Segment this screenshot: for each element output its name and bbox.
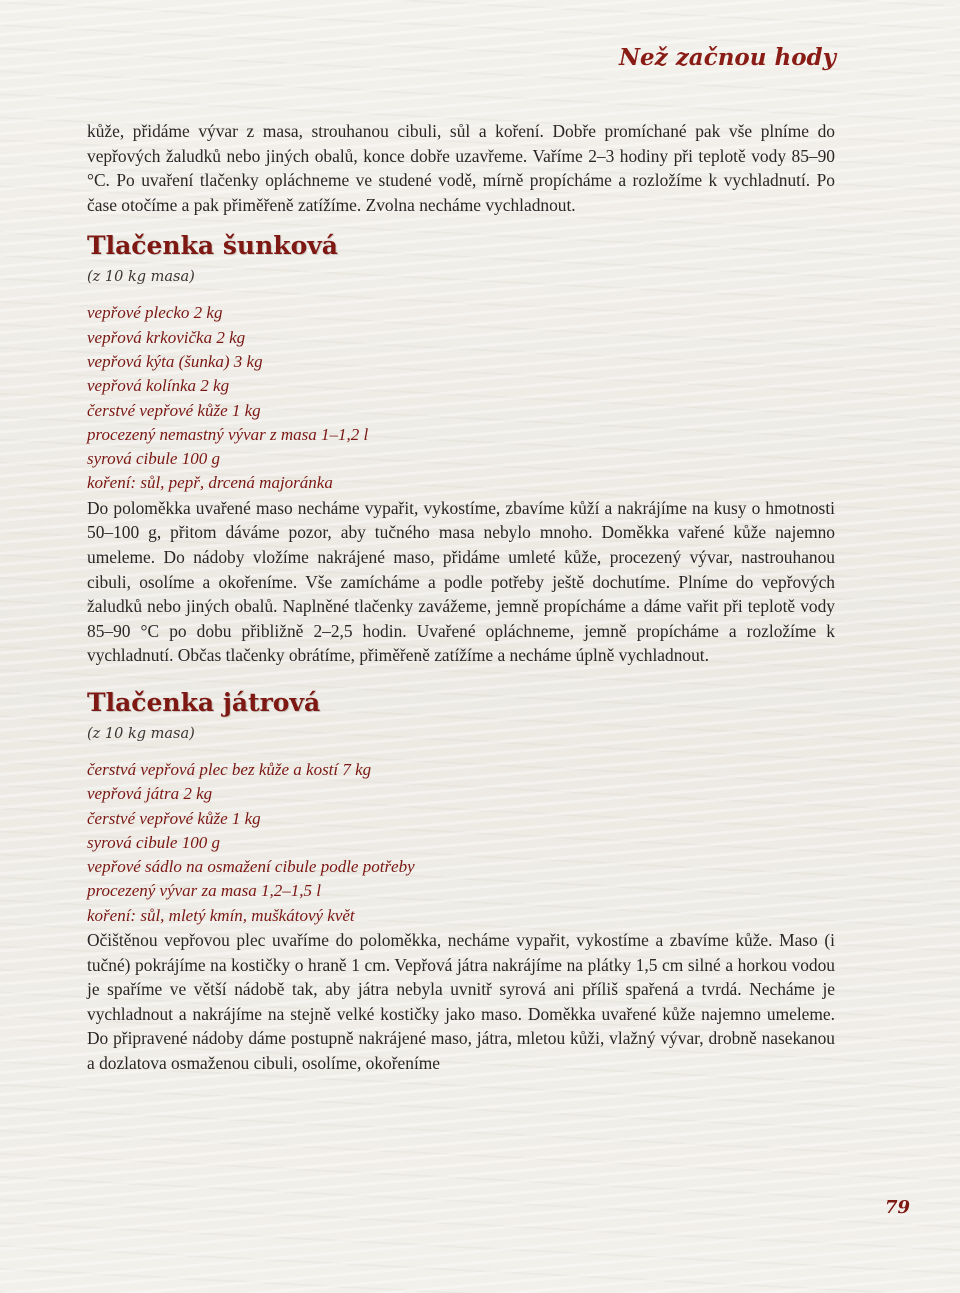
ingredient-item: syrová cibule 100 g	[87, 832, 220, 852]
ingredient-item: procezený nemastný vývar z masa 1–1,2 l	[87, 424, 369, 444]
ingredient-list	[87, 301, 835, 495]
recipe-method: Do poloměkka uvařené maso necháme vypařit, vykostíme, zbavíme kůží a nakrájíme na kusy o hmotnosti 50–100 g, přitom dáváme pozor, aby tučného masa nebylo mnoho. Doměkka vařené kůže najemno umeleme. Do nádoby vložíme nakrájené maso, přidáme umleté kůže, procezený vývar, nastrouhanou cibuli, osolíme a okořeníme. Vše zamícháme a podle potřeby ještě dochutíme. Plníme do vepřových žaludků nebo jiných obalů. Naplněné tlačenky zavážeme, jemně propícháme a dáme vařit při teplotě vody 85–90 °C po dobu přibližně 2–2,5 hodin. Uvařené opláchneme, jemně propícháme a rozložíme k vychladnutí. Občas tlačenky obrátíme, přiměřeně zatížíme a necháme úplně vychladnout.	[87, 497, 835, 666]
recipe-method: Očištěnou vepřovou plec uvaříme do poloměkka, necháme vypařit, vykostíme a zbavíme kůže. Maso (i tučné) pokrájíme na kostičky o hraně 1 cm. Vepřová játra nakrájíme na plátky 1,5 cm silné a horkou vodou je spaříme ve větší nádobě tak, aby játra nebyla uvnitř syrová ani příliš spařená a tvrdá. Necháme je vychladnout a nakrájíme na stejně velké kostičky jako maso. Doměkka uvařené kůže najemno umeleme. Do připravené nádoby dáme postupně nakrájené maso, játra, mletou kůži, vlažný vývar, drobně nasekanou a dozlatova osmaženou cibuli, osolíme, okořeníme	[87, 929, 835, 1073]
recipe-quantity-note: (z 10 kg masa)	[87, 725, 195, 742]
ingredient-item: vepřová kýta (šunka) 3 kg	[87, 351, 263, 371]
ingredient-item: vepřová játra 2 kg	[87, 784, 213, 804]
ingredient-item: vepřová kolínka 2 kg	[87, 376, 230, 396]
intro-paragraph: kůže, přidáme vývar z masa, strouhanou cibuli, sůl a koření. Dobře promíchané pak vše plníme do vepřových žaludků nebo jiných obalů, konce dobře uzavřeme. Vaříme 2–3 hodiny při teplotě vody 85–90 °C. Po uvaření tlačenky opláchneme ve studené vodě, mírně propícháme a rozložíme k vychladnutí. Po čase otočíme a pak přiměřeně zatížíme. Zvolna necháme vychladnout.	[87, 121, 835, 215]
recipe-tlacenka-jatrova	[87, 688, 835, 1076]
ingredient-item: syrová cibule 100 g	[87, 449, 220, 469]
ingredient-item: vepřová krkovička 2 kg	[87, 327, 246, 347]
page-number: 79	[884, 1197, 910, 1218]
ingredient-item: koření: sůl, mletý kmín, muškátový květ	[87, 905, 355, 925]
recipe-tlacenka-sunkova	[87, 231, 835, 668]
recipe-quantity-note: (z 10 kg masa)	[87, 269, 195, 286]
ingredient-item: čerstvé vepřové kůže 1 kg	[87, 808, 261, 828]
recipe-title: Tlačenka šunková	[87, 231, 338, 261]
ingredient-item: koření: sůl, pepř, drcená majoránka	[87, 473, 333, 493]
page-content	[87, 119, 835, 1076]
ingredient-item: procezený vývar za masa 1,2–1,5 l	[87, 881, 322, 901]
running-header-title: Než začnou hody	[619, 44, 836, 71]
ingredient-item: čerstvá vepřová plec bez kůže a kostí 7 kg	[87, 759, 372, 779]
ingredient-item: čerstvé vepřové kůže 1 kg	[87, 400, 261, 420]
ingredient-item: vepřové plecko 2 kg	[87, 303, 223, 323]
ingredient-item: vepřové sádlo na osmažení cibule podle potřeby	[87, 857, 415, 877]
recipe-title: Tlačenka játrová	[87, 687, 321, 717]
ingredient-list	[87, 758, 835, 928]
